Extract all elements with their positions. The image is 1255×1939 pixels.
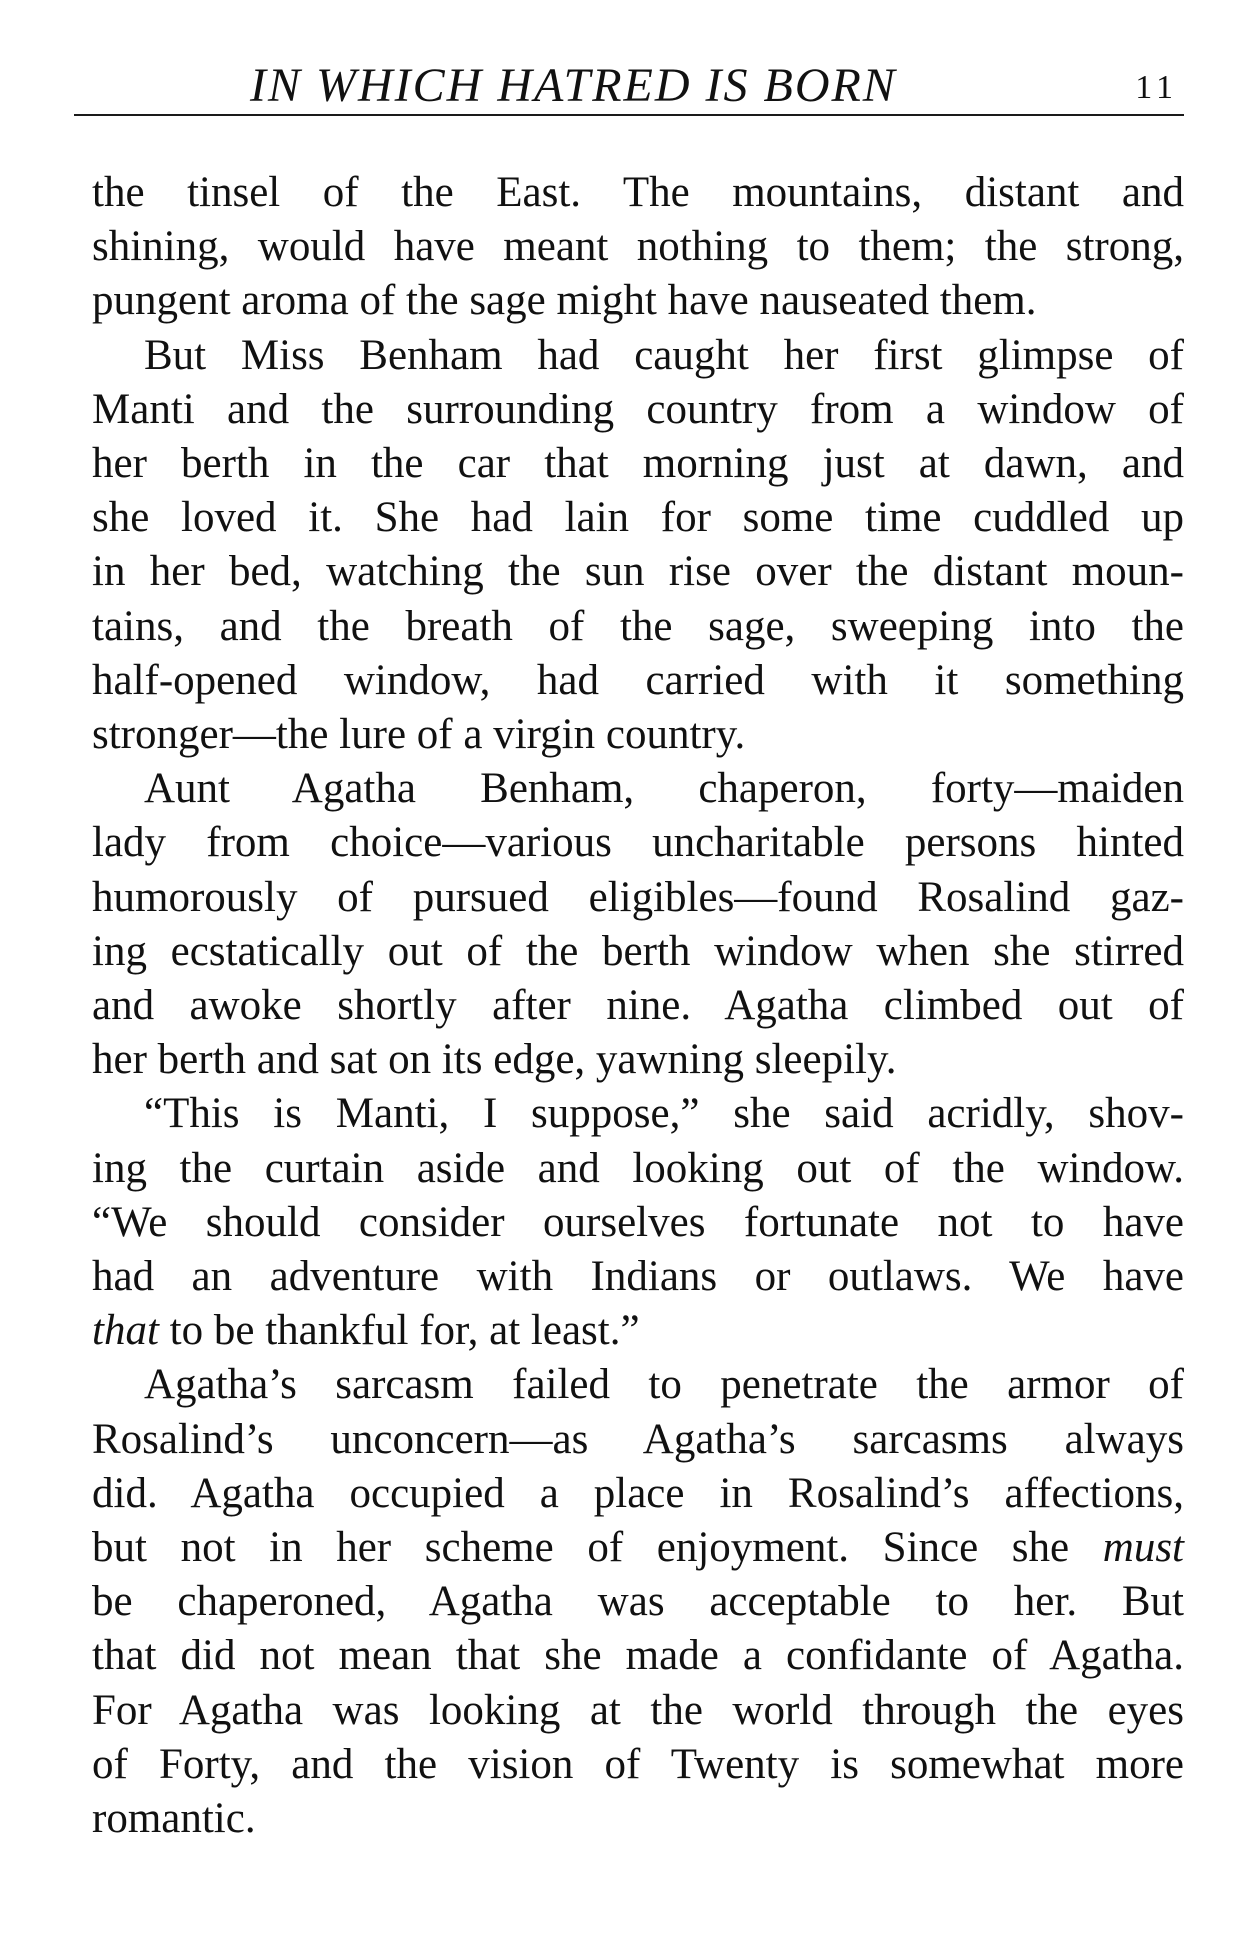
text-line: humorously of pursued eligibles—found Rosalind gaz-: [92, 873, 1184, 921]
italic-word: that: [92, 1307, 159, 1355]
text-line: romantic.: [92, 1795, 256, 1843]
running-head: [90, 56, 1180, 116]
text-line: did. Agatha occupied a place in Rosalind’s affections,: [92, 1469, 1184, 1517]
text-line: Rosalind’s unconcern—as Agatha’s sarcasms always: [92, 1415, 1184, 1463]
text-line: be chaperoned, Agatha was acceptable to her. But: [92, 1578, 1184, 1626]
text-line: her berth in the car that morning just at dawn, and: [92, 440, 1184, 488]
text-line: For Agatha was looking at the world through the eyes: [92, 1686, 1184, 1734]
text-line: ing the curtain aside and looking out of the window.: [92, 1144, 1184, 1192]
header-rule: [74, 114, 1184, 116]
text-line-start: but not in her scheme of enjoyment. Since she: [92, 1524, 1103, 1572]
text-line: tains, and the breath of the sage, sweeping into the: [92, 602, 1184, 650]
text-line: half-opened window, had carried with it something: [92, 656, 1184, 704]
text-line: Manti and the surrounding country from a window of: [92, 385, 1184, 433]
text-line: her berth and sat on its edge, yawning sleepily.: [92, 1036, 897, 1084]
italic-word: must: [1102, 1524, 1184, 1572]
text-line: But Miss Benham had caught her first glimpse of: [144, 331, 1184, 379]
text-line: shining, would have meant nothing to them; the strong,: [92, 223, 1184, 271]
text-line: “We should consider ourselves fortunate not to have: [92, 1198, 1184, 1246]
text-line: and awoke shortly after nine. Agatha climbed out of: [92, 982, 1184, 1030]
text-line: [92, 1304, 1184, 1358]
text-line: Aunt Agatha Benham, chaperon, forty—maiden: [144, 765, 1184, 813]
text-line: ing ecstatically out of the berth window when she stirred: [92, 927, 1184, 975]
running-title: IN WHICH HATRED IS BORN: [250, 59, 897, 112]
text-line: [92, 1521, 1184, 1575]
text-line: stronger—the lure of a virgin country.: [92, 711, 746, 759]
text-line: the tinsel of the East. The mountains, distant and: [92, 169, 1184, 216]
text-line: of Forty, and the vision of Twenty is somewhat more: [92, 1740, 1184, 1788]
text-line: lady from choice—various uncharitable persons hinted: [92, 819, 1184, 867]
text-line: in her bed, watching the sun rise over the distant moun-: [92, 548, 1184, 596]
body-text: [92, 166, 1184, 1846]
page-number: 11: [1135, 69, 1178, 106]
text-line: “This is Manti, I suppose,” she said acridly, shov-: [144, 1090, 1184, 1138]
text-line: Agatha’s sarcasm failed to penetrate the armor of: [144, 1361, 1184, 1409]
text-line: that did not mean that she made a confidante of Agatha.: [92, 1632, 1184, 1680]
text-line-rest: to be thankful for, at least.”: [158, 1307, 640, 1355]
text-line: pungent aroma of the sage might have nauseated them.: [92, 277, 1037, 325]
text-line: she loved it. She had lain for some time cuddled up: [92, 494, 1184, 542]
text-line: had an adventure with Indians or outlaws. We have: [92, 1253, 1184, 1301]
